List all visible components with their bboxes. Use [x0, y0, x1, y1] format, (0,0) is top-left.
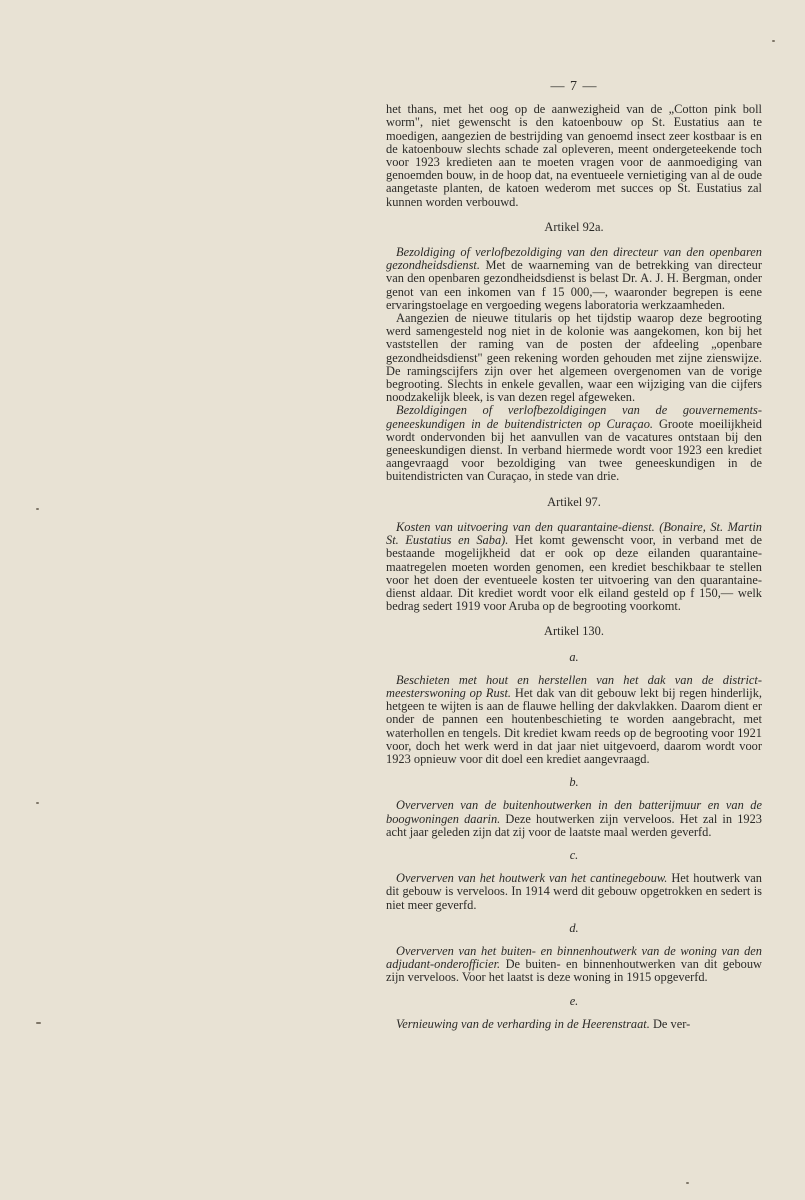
article-130-a-text: Het dak van dit gebouw lekt bij regen hinderlijk, hetgeen te wijten is aan de flauwe helling der dakvlakken. Daarom dient er onder de pannen een houtenbeschieting te worden aangebracht, met waterhollen en tengels. Dit krediet kwam reeds op de begrooting voor 1921 voor, doch het werk werd in dat jaar niet uitgevoerd, daarom wordt voor 1923 opnieuw voor dit doel een krediet aangevraagd.: [386, 685, 763, 766]
article-92a-paragraph-2: Aangezien de nieuwe titularis op het tijdstip waarop deze begrooting werd samengesteld nog niet in de kolonie was aangekomen, kon bij het vaststellen der raming van de posten der afdeeling „openbare gezondheidsdienst" geen rekening worden gehouden met zijne zienswijze. De ramingscijfers zijn over het algemeen overgenomen van de vorige begrooting. Slechts in enkele gevallen, waar een wijziging van die cijfers noodzakelijk bleek, is van dezen regel afgeweken.: [386, 311, 762, 405]
article-92a-title-3: Bezoldigingen of verlofbezoldigingen van de gouvernements-geneeskundigen in de buitendistricten op Curaçao.: [386, 403, 762, 431]
article-130-c-paragraph: [386, 872, 762, 912]
article-130-e-paragraph: [386, 1018, 762, 1031]
article-130-d-text: De buiten- en binnenhoutwerken van dit gebouw zijn verveloos. Voor het laatst is deze woning in 1915 opgeverfd.: [386, 957, 762, 985]
article-130-sub-e: e.: [569, 993, 579, 1008]
article-130-c-title: Oververven van het houtwerk van het cantinegebouw.: [396, 871, 668, 886]
paper-speck: [36, 802, 39, 804]
article-130-b-title: Oververven van de buitenhoutwerken in den batterijmuur en van de boogwoningen daarin.: [386, 798, 762, 826]
paper-speck: [772, 40, 775, 42]
paper-speck: [36, 508, 39, 510]
text-column: [386, 80, 762, 1031]
article-97-paragraph: [386, 521, 762, 613]
article-130-d-title: Oververven van het buiten- en binnenhoutwerk van de woning van den adjudant-onderofficier.: [386, 943, 762, 972]
article-130-sub-d: d.: [569, 920, 579, 935]
article-92a-paragraph-1: [386, 246, 762, 312]
article-97-title: Kosten van uitvoering van den quarantaine-dienst. (Bonaire, St. Martin St. Eustatius en Saba).: [386, 519, 762, 548]
article-130-a-title: Beschieten met hout en herstellen van het dak van de district-meesterswoning op Rust.: [386, 672, 762, 700]
intro-paragraph: het thans, met het oog op de aanwezigheid van de „Cotton pink boll worm", niet gewenscht is den katoenbouw op St. Eustatius aan te moedigen, aangezien de bestrijding van genoemd insect zeer kostbaar is en de katoenbouw slechts schade zal opleveren, meent ondergeteekende toch voor 1923 kredieten aan te moeten vragen voor de aanmoediging van genoemden bouw, in de hoop dat, na eventueele vernietiging van al de oude aangetaste planten, de katoen wederom met succes op St. Eustatius zal kunnen worden verbouwd.: [386, 102, 762, 209]
page-number: — 7 —: [550, 79, 598, 94]
article-130-b-paragraph: [386, 799, 762, 839]
article-130-sub-b: b.: [569, 775, 579, 790]
article-130-sub-c: c.: [569, 847, 579, 862]
article-97-heading: Artikel 97.: [547, 494, 601, 509]
article-92a-title-1: Bezoldiging of verlofbezoldiging van den directeur van den openbaren gezondheidsdienst.: [386, 245, 762, 273]
article-130-a-paragraph: [386, 674, 762, 766]
article-130-heading: Artikel 130.: [544, 624, 604, 639]
paper-speck: [686, 1182, 689, 1184]
article-92a-heading: Artikel 92a.: [544, 219, 604, 234]
paper-speck: [36, 1022, 41, 1024]
article-130-e-text: De ver-: [649, 1016, 691, 1031]
article-130-sub-a: a.: [569, 649, 579, 664]
article-130-b-text: Deze houtwerken zijn verveloos. Het zal in 1923 acht jaar geleden zijn dat zij voor de laatste maal werden geverfd.: [386, 811, 762, 839]
article-130-d-paragraph: [386, 945, 762, 985]
article-130-e-title: Vernieuwing van de verharding in de Heerenstraat.: [396, 1016, 650, 1031]
article-92a-paragraph-3: [386, 404, 762, 483]
article-92a-text-1: Met de waarneming van de betrekking van directeur van den openbaren gezondheidsdienst is belast Dr. A. J. H. Bergman, onder genot van een inkomen van f 15 000,—, waaronder begrepen is eene ervaringstoelage en vergoeding wegens laboratoria werkzaamheden.: [386, 258, 762, 312]
article-97-text: Het komt gewenscht voor, in verband met de bestaande mogelijkheid dat er ook op deze eilanden quarantaine-maatregelen moeten worden genomen, een krediet beschikbaar te stellen voor het doen der eventueele kosten ter uitvoering van den quarantaine-dienst aldaar. Dit krediet wordt voor elk eiland gesteld op f 150,— welk bedrag sedert 1919 voor Aruba op de begrooting voorkomt.: [386, 533, 762, 614]
article-92a-text-3: Groote moeilijkheid wordt ondervonden bij het aanvullen van de vacatures ontstaan bij den geneeskundigen dienst. In verband hiermede wordt voor 1923 een krediet aangevraagd voor bezoldiging van twee geneeskundigen in de buitendistricten van Curaçao, in stede van drie.: [386, 416, 762, 484]
article-130-c-text: Het houtwerk van dit gebouw is verveloos. In 1914 werd dit gebouw opgetrokken en sedert is niet meer geverfd.: [386, 871, 762, 912]
